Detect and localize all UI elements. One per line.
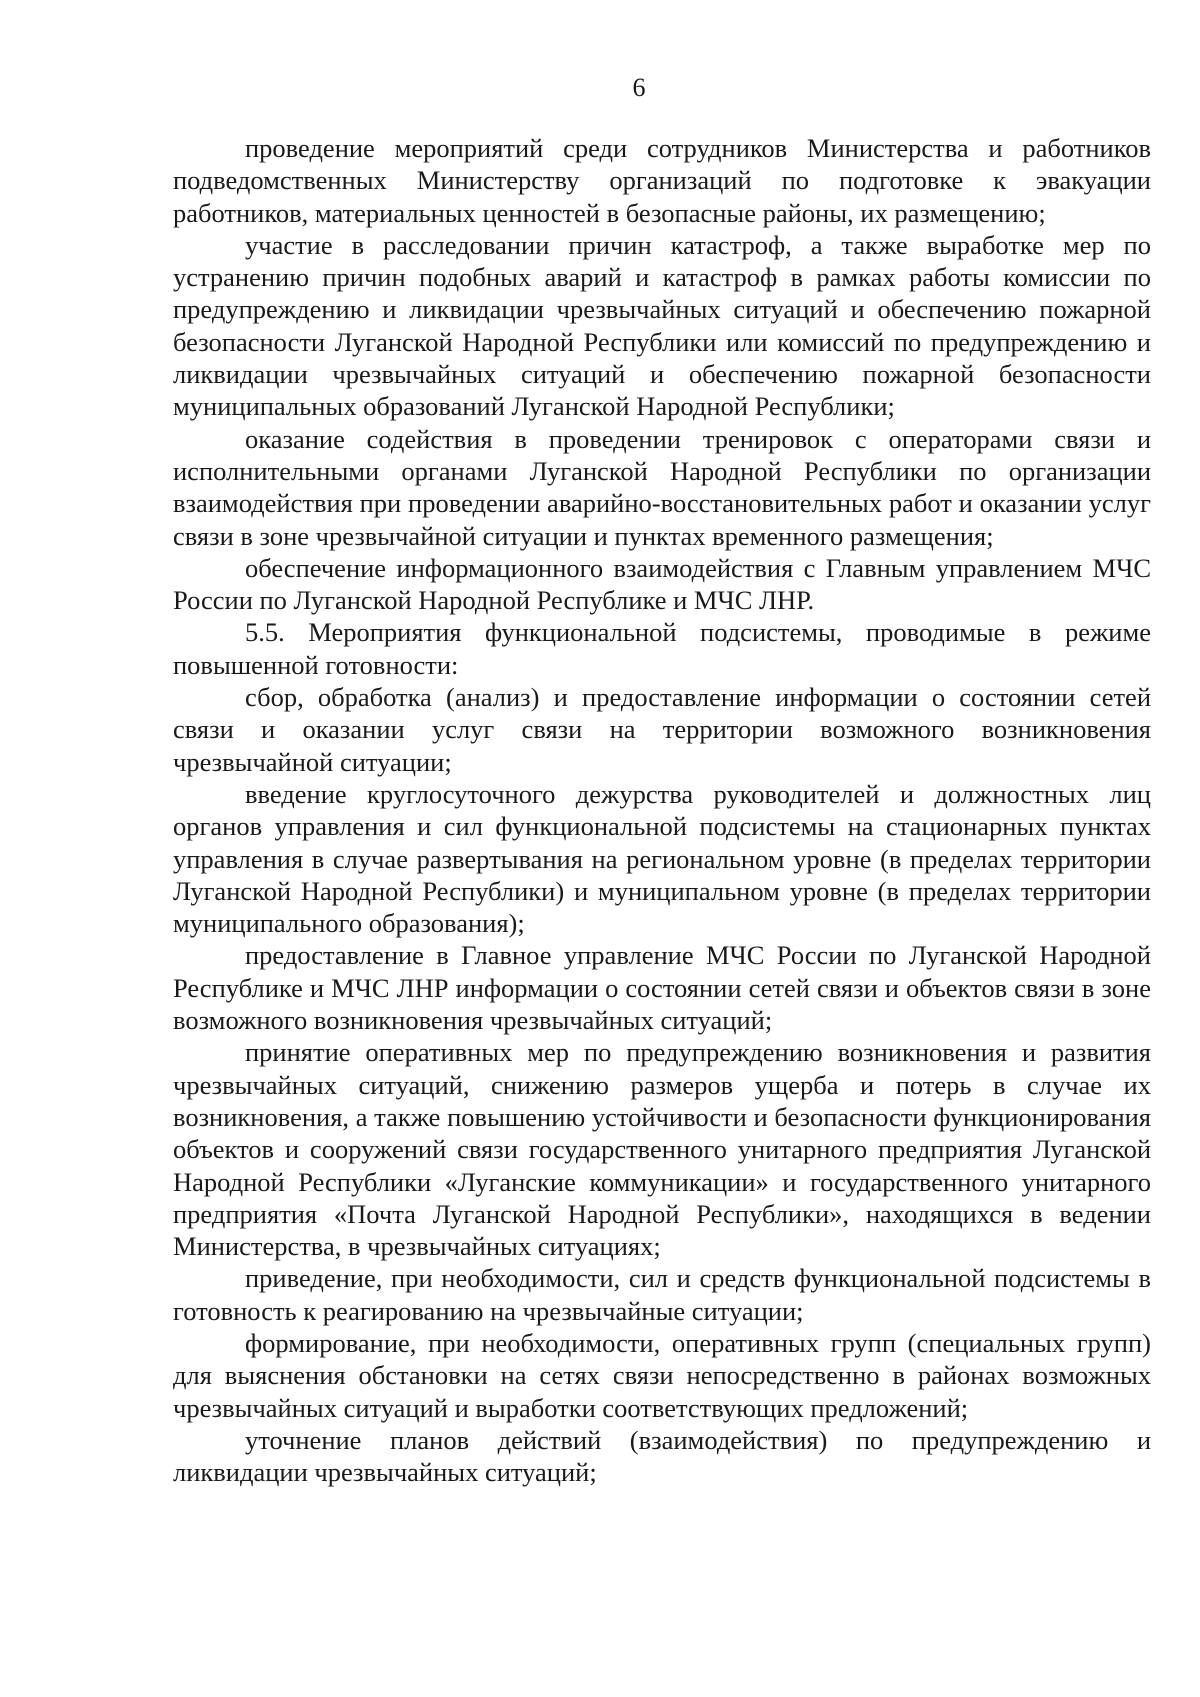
paragraph: проведение мероприятий среди сотрудников Министерства и работников подведомственных Министерству организаций по подготовке к эвакуации работников, материальных ценностей в безопасные районы, их размещению; <box>173 133 1151 228</box>
paragraph: участие в расследовании причин катастроф, а также выработке мер по устранению причин подобных аварий и катастроф в рамках работы комиссии по предупреждению и ликвидации чрезвычайных ситуаций и обеспечению пожарной безопасности Луганской Народной Республики или комиссий по предупреждению и ликвидации чрезвычайных ситуаций и обеспечению пожарной безопасности муниципальных образований Луганской Народной Республики; <box>173 229 1151 422</box>
paragraph: формирование, при необходимости, оперативных групп (специальных групп) для выяснения обстановки на сетях связи непосредственно в районах возможных чрезвычайных ситуаций и выработки соответствующих предложений; <box>173 1327 1151 1423</box>
paragraph: принятие оперативных мер по предупреждению возникновения и развития чрезвычайных ситуаций, снижению размеров ущерба и потерь в случае их возникновения, а также повышению устойчивости и безопасности функционирования объектов и сооружений связи государственного унитарного предприятия Луганской Народной Республики «Луганские коммуникации» и государственного унитарного предприятия «Почта Луганской Народной Республики», находящихся в ведении Министерства, в чрезвычайных ситуациях; <box>173 1037 1151 1262</box>
paragraph: введение круглосуточного дежурства руководителей и должностных лиц органов управления и сил функциональной подсистемы на стационарных пунктах управления в случае развертывания на региональном уровне (в пределах территории Луганской Народной Республики) и муниципальном уровне (в пределах территории муниципального образования); <box>173 778 1151 939</box>
paragraph: приведение, при необходимости, сил и средств функциональной подсистемы в готовность к реагированию на чрезвычайные ситуации; <box>173 1263 1151 1326</box>
paragraph: предоставление в Главное управление МЧС России по Луганской Народной Республике и МЧС ЛНР информации о состоянии сетей связи и объектов связи в зоне возможного возникновения чрезвычайных ситуаций; <box>173 940 1151 1036</box>
paragraph: оказание содействия в проведении тренировок с операторами связи и исполнительными органами Луганской Народной Республики по организации взаимодействия при проведении аварийно-восстановительных работ и оказании услуг связи в зоне чрезвычайной ситуации и пунктах временного размещения; <box>173 423 1151 551</box>
paragraph: уточнение планов действий (взаимодействия) по предупреждению и ликвидации чрезвычайных ситуаций; <box>173 1424 1151 1488</box>
paragraph: обеспечение информационного взаимодействия с Главным управлением МЧС России по Луганской Народной Республике и МЧС ЛНР. <box>173 552 1151 616</box>
paragraph: сбор, обработка (анализ) и предоставление информации о состоянии сетей связи и оказании услуг связи на территории возможного возникновения чрезвычайной ситуации; <box>173 682 1151 777</box>
section-heading-paragraph: 5.5. Мероприятия функциональной подсистемы, проводимые в режиме повышенной готовности: <box>173 617 1151 680</box>
document-body <box>173 132 1151 1488</box>
page-number: 6 <box>632 73 646 102</box>
